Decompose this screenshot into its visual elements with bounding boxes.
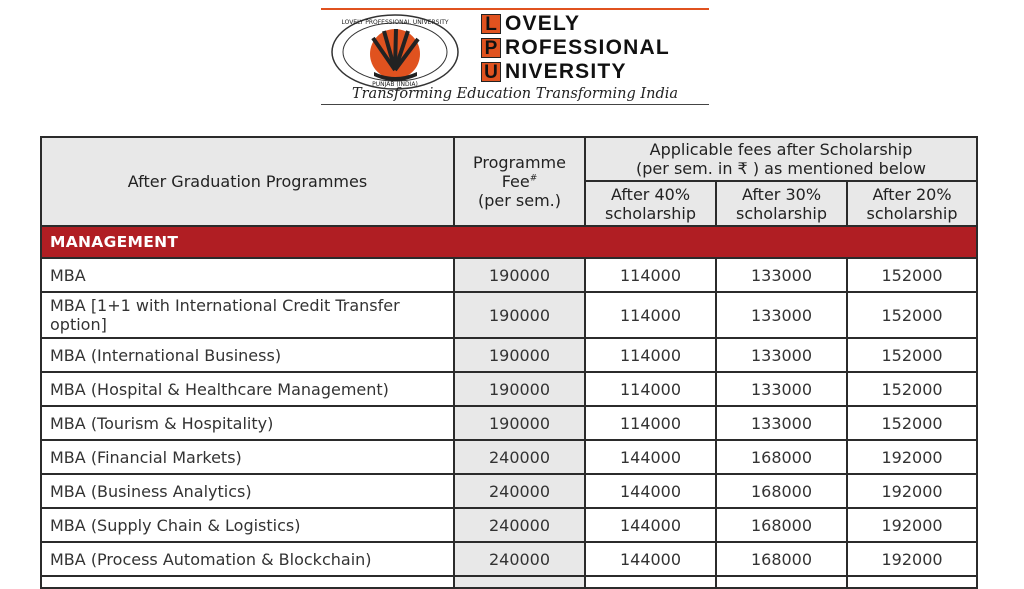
programme-name: MBA (International Business): [41, 338, 454, 372]
header-after-40-line1: After 40%: [610, 184, 691, 204]
header-fee-mark: #: [529, 173, 538, 184]
fee-after-40: 114000: [585, 292, 716, 338]
fee-after-40: 144000: [585, 440, 716, 474]
header-applicable-fees: [585, 137, 977, 181]
header-after-40-line2: scholarship: [605, 203, 696, 223]
table-row: [41, 258, 977, 292]
programme-fee: 190000: [454, 292, 585, 338]
fee-after-20: 152000: [847, 338, 977, 372]
programme-name: MBA (Supply Chain & Logistics): [41, 508, 454, 542]
fee-after-20: 192000: [847, 440, 977, 474]
fee-after-40: 144000: [585, 474, 716, 508]
wordmark-initial-l: L: [481, 14, 501, 34]
fee-after-30: 168000: [716, 474, 847, 508]
wordmark-rest-professional: ROFESSIONAL: [505, 36, 670, 59]
fee-after-20: 152000: [847, 372, 977, 406]
wordmark-initial-u: U: [481, 62, 501, 82]
fee-after-20: 192000: [847, 508, 977, 542]
programme-name: MBA (Tourism & Hospitality): [41, 406, 454, 440]
header-fee-line2: [455, 172, 584, 191]
programme-name: MBA (Hospital & Healthcare Management): [41, 372, 454, 406]
header-fee-line1: Programme: [473, 153, 566, 172]
programme-name: MBA (Business Analytics): [41, 474, 454, 508]
table-row: [41, 406, 977, 440]
fee-after-30: 133000: [716, 292, 847, 338]
cell-partial: [716, 576, 847, 588]
cell-partial: [847, 576, 977, 588]
programme-fee: 240000: [454, 440, 585, 474]
programme-name: MBA (Financial Markets): [41, 440, 454, 474]
header-after-30: [716, 181, 847, 226]
header-applicable-line1: Applicable fees after Scholarship: [649, 140, 913, 159]
fee-after-20: 152000: [847, 292, 977, 338]
fee-after-30: 168000: [716, 440, 847, 474]
header-after-20-line1: After 20%: [872, 184, 952, 204]
header-programme-fee: [454, 137, 585, 226]
wordmark-rest-lovely: OVELY: [505, 12, 581, 35]
programme-name: MBA (Process Automation & Blockchain): [41, 542, 454, 576]
university-seal-logo: [329, 12, 461, 92]
fee-after-30: 133000: [716, 406, 847, 440]
table-row: [41, 508, 977, 542]
table-row: [41, 542, 977, 576]
university-header: [321, 8, 709, 104]
wordmark-initial-p: P: [481, 38, 501, 58]
header-applicable-line2: (per sem. in ₹ ) as mentioned below: [636, 159, 926, 178]
cell-partial: [454, 576, 585, 588]
programme-fee: 190000: [454, 338, 585, 372]
table-row: [41, 474, 977, 508]
wordmark-rest-university: NIVERSITY: [505, 60, 627, 83]
header-after-20-line2: scholarship: [866, 203, 958, 223]
header-top-rule: [321, 8, 709, 10]
header-after-30-line2: scholarship: [736, 203, 827, 223]
university-tagline: Transforming Education Transforming India: [351, 86, 679, 102]
cell-partial: [585, 576, 716, 588]
programme-fee: 240000: [454, 474, 585, 508]
table-row: [41, 372, 977, 406]
tagline-rule: [321, 104, 709, 105]
section-row-management: [41, 226, 977, 258]
fee-after-30: 133000: [716, 338, 847, 372]
svg-text:PUNJAB (INDIA): PUNJAB (INDIA): [372, 81, 418, 88]
header-fee-line3: (per sem.): [478, 191, 561, 210]
header-after-20: [847, 181, 977, 226]
svg-text:LOVELY PROFESSIONAL UNIVERSI: LOVELY PROFESSIONAL UNIVERSITY: [341, 19, 449, 26]
fee-after-40: 144000: [585, 542, 716, 576]
wordmark-row-lovely: [481, 14, 709, 35]
cell-partial: [41, 576, 454, 588]
fee-after-30: 133000: [716, 258, 847, 292]
programme-fee: 190000: [454, 406, 585, 440]
header-after-30-line1: After 30%: [741, 184, 822, 204]
wordmark-row-professional: [481, 38, 709, 59]
section-title: MANAGEMENT: [41, 226, 977, 258]
wordmark-row-university: [481, 62, 709, 83]
programme-fee: 190000: [454, 258, 585, 292]
programme-fee: 190000: [454, 372, 585, 406]
header-programmes: After Graduation Programmes: [41, 137, 454, 226]
fee-after-30: 168000: [716, 508, 847, 542]
programme-fee: 240000: [454, 508, 585, 542]
fee-after-20: 192000: [847, 474, 977, 508]
fees-table: [40, 136, 978, 589]
table-row: [41, 338, 977, 372]
table-row: [41, 440, 977, 474]
header-fee-word: Fee: [501, 172, 530, 191]
header-after-40: [585, 181, 716, 226]
fee-after-30: 133000: [716, 372, 847, 406]
fee-after-40: 114000: [585, 372, 716, 406]
fee-after-40: 114000: [585, 338, 716, 372]
fee-after-20: 192000: [847, 542, 977, 576]
university-wordmark: [481, 14, 709, 86]
table-row: [41, 292, 977, 338]
fee-after-20: 152000: [847, 258, 977, 292]
fee-after-30: 168000: [716, 542, 847, 576]
fee-after-40: 114000: [585, 258, 716, 292]
programme-name: MBA [1+1 with International Credit Transfer option]: [41, 292, 454, 338]
programme-name: MBA: [41, 258, 454, 292]
programme-fee: 240000: [454, 542, 585, 576]
fee-after-40: 114000: [585, 406, 716, 440]
fee-after-40: 144000: [585, 508, 716, 542]
fee-after-20: 152000: [847, 406, 977, 440]
table-row-partial: [41, 576, 977, 588]
